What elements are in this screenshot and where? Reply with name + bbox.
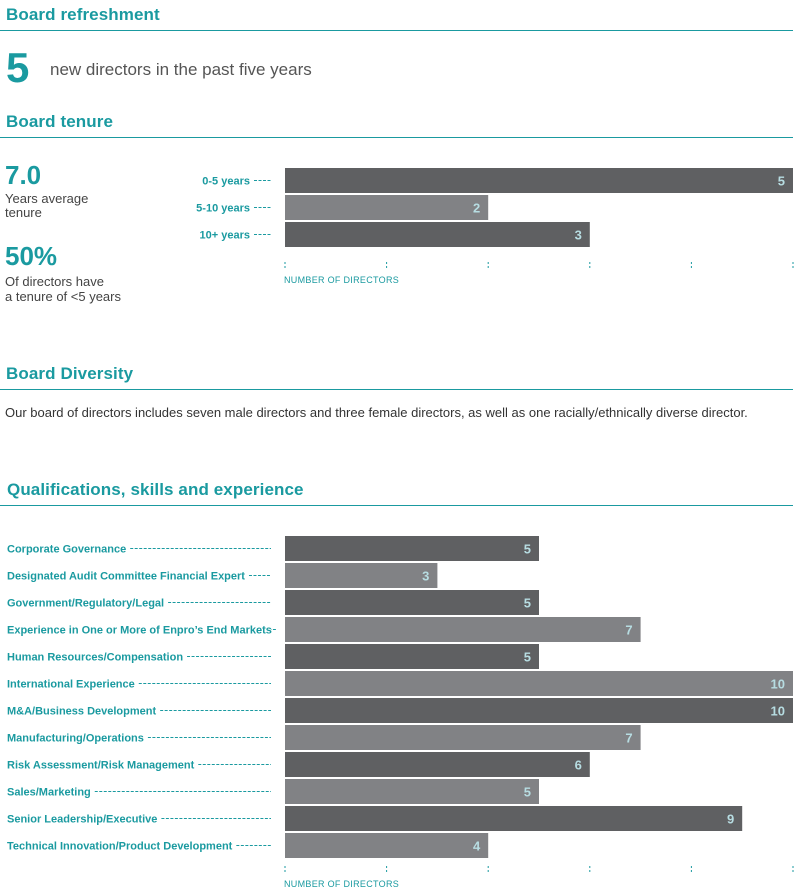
category-label: Risk Assessment/Risk Management — [7, 759, 195, 772]
value-label: 9 — [726, 811, 735, 827]
category-label: Experience in One or More of Enpro’s End Markets — [7, 624, 272, 637]
value-label: 7 — [625, 730, 633, 746]
tenure-title: Board tenure — [6, 112, 113, 131]
category-label: Manufacturing/Operations — [7, 732, 144, 745]
diversity-text: Our board of directors includes seven male directors and three female directors, as well as one racially/ethnically diverse director. — [5, 405, 748, 420]
bar-row — [196, 195, 488, 220]
value-label: 10 — [770, 703, 785, 719]
value-label: 2 — [472, 200, 481, 216]
category-label: Human Resources/Compensation — [7, 651, 184, 664]
bar-row — [202, 168, 793, 193]
bar-row — [7, 752, 590, 777]
value-label: 5 — [523, 649, 531, 665]
bar — [285, 806, 742, 831]
category-label: M&A/Business Development — [7, 705, 157, 718]
value-label: 5 — [523, 784, 531, 800]
avg-tenure-value: 7.0 — [5, 160, 42, 190]
bar — [285, 617, 641, 642]
category-label: Designated Audit Committee Financial Expert — [7, 570, 245, 583]
tenure-bar-chart — [0, 160, 807, 285]
value-label: 5 — [523, 541, 531, 557]
value-label: 5 — [777, 173, 785, 189]
bar-row — [7, 563, 437, 588]
category-label: Sales/Marketing — [7, 786, 91, 799]
bar — [285, 563, 437, 588]
category-label: 0-5 years — [202, 175, 250, 188]
value-label: 7 — [625, 622, 633, 638]
bar — [285, 698, 793, 723]
bar — [285, 195, 488, 220]
new-directors-label: new directors in the past five years — [50, 60, 312, 79]
bar-row — [7, 806, 742, 831]
value-label: 4 — [472, 838, 481, 854]
bar — [285, 752, 590, 777]
value-label: 3 — [574, 227, 582, 243]
diversity-title: Board Diversity — [6, 364, 134, 383]
category-label: 10+ years — [199, 229, 250, 242]
bar — [285, 590, 539, 615]
avg-tenure-label-1: Years average — [5, 191, 89, 206]
bar-row — [7, 617, 641, 642]
category-label: Government/Regulatory/Legal — [7, 597, 165, 610]
new-directors-count: 5 — [6, 44, 30, 91]
bar — [285, 168, 793, 193]
x-axis-label: NUMBER OF DIRECTORS — [284, 275, 400, 285]
skills-bar-chart — [0, 530, 807, 892]
x-axis-label: NUMBER OF DIRECTORS — [284, 879, 400, 889]
bar-row — [200, 222, 590, 247]
bar-row — [7, 698, 793, 723]
short-tenure-label-1: Of directors have — [5, 274, 104, 289]
bar-row — [7, 644, 539, 669]
bar — [285, 644, 539, 669]
value-label: 3 — [422, 568, 430, 584]
qualifications-divider — [0, 505, 793, 506]
avg-tenure-label-2: tenure — [5, 205, 42, 220]
value-label: 10 — [770, 676, 785, 692]
bar — [285, 671, 793, 696]
bar — [285, 222, 590, 247]
bar — [285, 536, 539, 561]
bar-row — [7, 725, 641, 750]
bar-row — [7, 779, 539, 804]
qualifications-title: Qualifications, skills and experience — [7, 480, 304, 499]
value-label: 6 — [574, 757, 582, 773]
refreshment-title: Board refreshment — [6, 5, 160, 24]
tenure-divider — [0, 137, 793, 138]
category-label: 5-10 years — [196, 202, 250, 215]
short-tenure-label-2: a tenure of <5 years — [5, 289, 121, 304]
bar-row — [7, 536, 539, 561]
bar-row — [7, 833, 488, 858]
bar — [285, 833, 488, 858]
refreshment-divider — [0, 30, 793, 31]
short-tenure-pct-value: 50% — [5, 241, 58, 271]
bar-row — [7, 671, 793, 696]
category-label: International Experience — [7, 678, 135, 691]
diversity-divider — [0, 389, 793, 390]
category-label: Senior Leadership/Executive — [7, 813, 158, 826]
category-label: Corporate Governance — [7, 543, 127, 556]
bar — [285, 779, 539, 804]
value-label: 5 — [523, 595, 531, 611]
bar-row — [7, 590, 539, 615]
bar — [285, 725, 641, 750]
category-label: Technical Innovation/Product Development — [7, 840, 233, 853]
